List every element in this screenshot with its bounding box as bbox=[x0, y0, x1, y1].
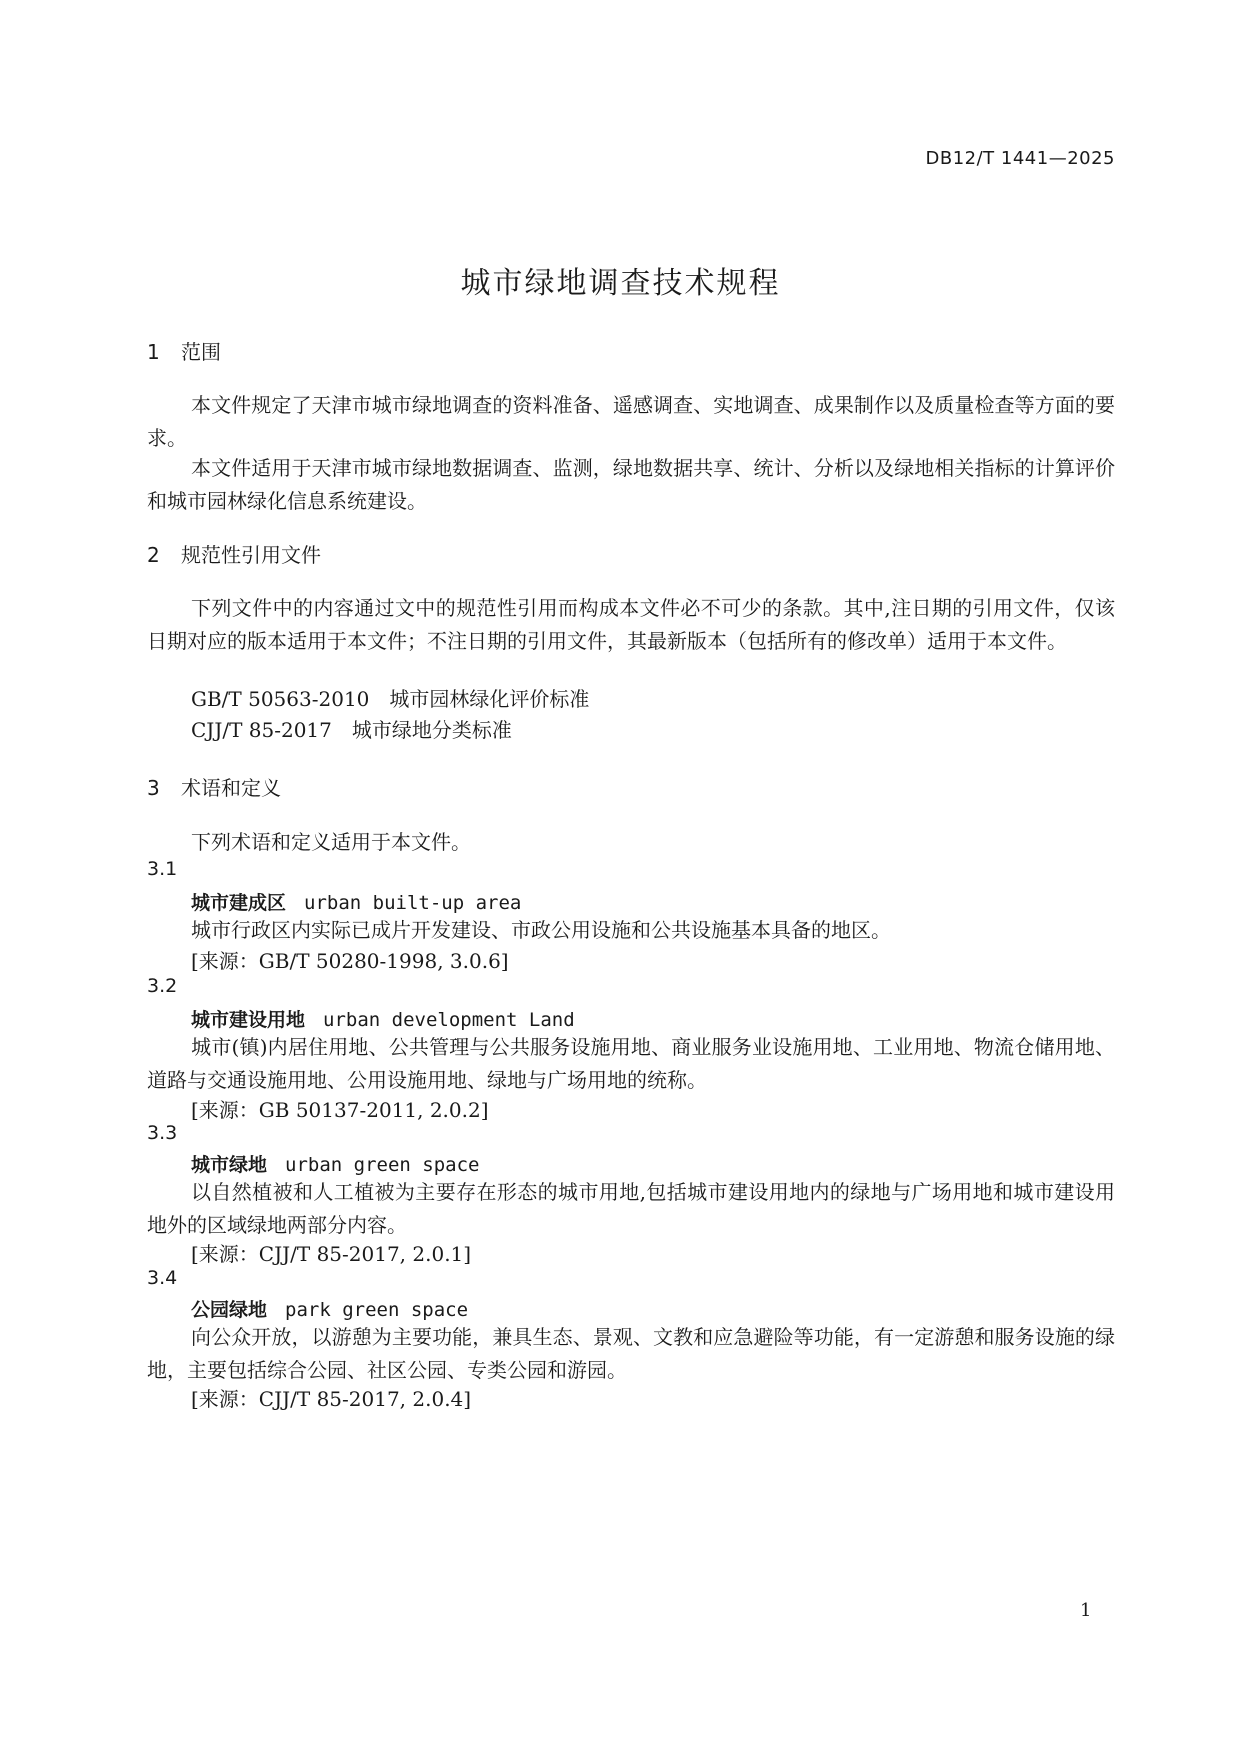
term-source: [来源：CJJ/T 85-2017, 2.0.1] bbox=[191, 1242, 472, 1266]
term-source: [来源：CJJ/T 85-2017, 2.0.4] bbox=[191, 1387, 472, 1411]
section-1-paragraph-2: 本文件适用于天津市城市绿地数据调查、监测，绿地数据共享、统计、分析以及绿地相关指标的计算评价和城市园林绿化信息系统建设。 bbox=[147, 456, 1115, 513]
term-english: urban built-up area bbox=[304, 892, 522, 914]
term-english: urban green space bbox=[285, 1154, 480, 1176]
term-source: [来源：GB/T 50280-1998, 3.0.6] bbox=[191, 949, 509, 973]
term-definition-text: 城市(镇)内居住用地、公共管理与公共服务设施用地、商业服务业设施用地、工业用地、物流仓储用地、道路与交通设施用地、公用设施用地、绿地与广场用地的统称。 bbox=[147, 1035, 1115, 1092]
term-heading bbox=[191, 1005, 575, 1032]
reference-title: 城市园林绿化评价标准 bbox=[389, 687, 590, 711]
reference-item bbox=[191, 683, 589, 715]
page-number: 1 bbox=[1080, 1600, 1092, 1621]
term-number: 3.2 bbox=[147, 975, 178, 997]
term-chinese: 城市建设用地 bbox=[191, 1009, 306, 1031]
document-title: 城市绿地调查技术规程 bbox=[460, 266, 781, 301]
term-english: park green space bbox=[285, 1299, 469, 1321]
term-chinese: 公园绿地 bbox=[191, 1299, 268, 1321]
reference-code: CJJ/T 85-2017 bbox=[191, 718, 332, 742]
term-definition bbox=[147, 1031, 1115, 1097]
section-1-paragraph-1: 本文件规定了天津市城市绿地调查的资料准备、遥感调查、实地调查、成果制作以及质量检查等方面的要求。 bbox=[147, 393, 1115, 450]
term-heading bbox=[191, 888, 521, 915]
section-1-heading bbox=[147, 336, 221, 365]
section-3-heading bbox=[147, 772, 281, 801]
reference-item bbox=[191, 714, 512, 746]
section-2-heading bbox=[147, 539, 321, 568]
term-definition: 城市行政区内实际已成片开发建设、市政公用设施和公共设施基本具备的地区。 bbox=[191, 918, 891, 942]
term-heading bbox=[191, 1150, 479, 1177]
section-title: 范围 bbox=[181, 340, 221, 364]
reference-title: 城市绿地分类标准 bbox=[351, 718, 512, 742]
term-heading bbox=[191, 1295, 468, 1322]
term-definition: 向公众开放，以游憩为主要功能，兼具生态、景观、文教和应急避险等功能，有一定游憩和服务设施的绿地，主要包括综合公园、社区公园、专类公园和游园。 bbox=[147, 1325, 1115, 1382]
term-chinese: 城市绿地 bbox=[191, 1154, 268, 1176]
section-number: 3 bbox=[147, 776, 160, 800]
reference-code: GB/T 50563-2010 bbox=[191, 687, 370, 711]
section-2-paragraph-1: 下列文件中的内容通过文中的规范性引用而构成本文件必不可少的条款。其中,注日期的引用文件，仅该日期对应的版本适用于本文件；不注日期的引用文件，其最新版本（包括所有的修改单）适用于本文件。 bbox=[147, 596, 1115, 653]
term-number: 3.3 bbox=[147, 1122, 178, 1144]
term-chinese: 城市建成区 bbox=[191, 892, 287, 914]
section-title: 术语和定义 bbox=[181, 776, 281, 800]
term-english: urban development Land bbox=[323, 1009, 575, 1031]
term-number: 3.4 bbox=[147, 1267, 178, 1289]
term-source: [来源：GB 50137-2011, 2.0.2] bbox=[191, 1098, 489, 1122]
term-number: 3.1 bbox=[147, 858, 178, 880]
section-3-intro: 下列术语和定义适用于本文件。 bbox=[191, 830, 471, 854]
document-code: DB12/T 1441—2025 bbox=[925, 148, 1115, 169]
term-definition: 以自然植被和人工植被为主要存在形态的城市用地,包括城市建设用地内的绿地与广场用地和城市建设用地外的区域绿地两部分内容。 bbox=[147, 1180, 1115, 1237]
section-number: 2 bbox=[147, 543, 160, 567]
section-number: 1 bbox=[147, 340, 160, 364]
section-title: 规范性引用文件 bbox=[181, 543, 321, 567]
